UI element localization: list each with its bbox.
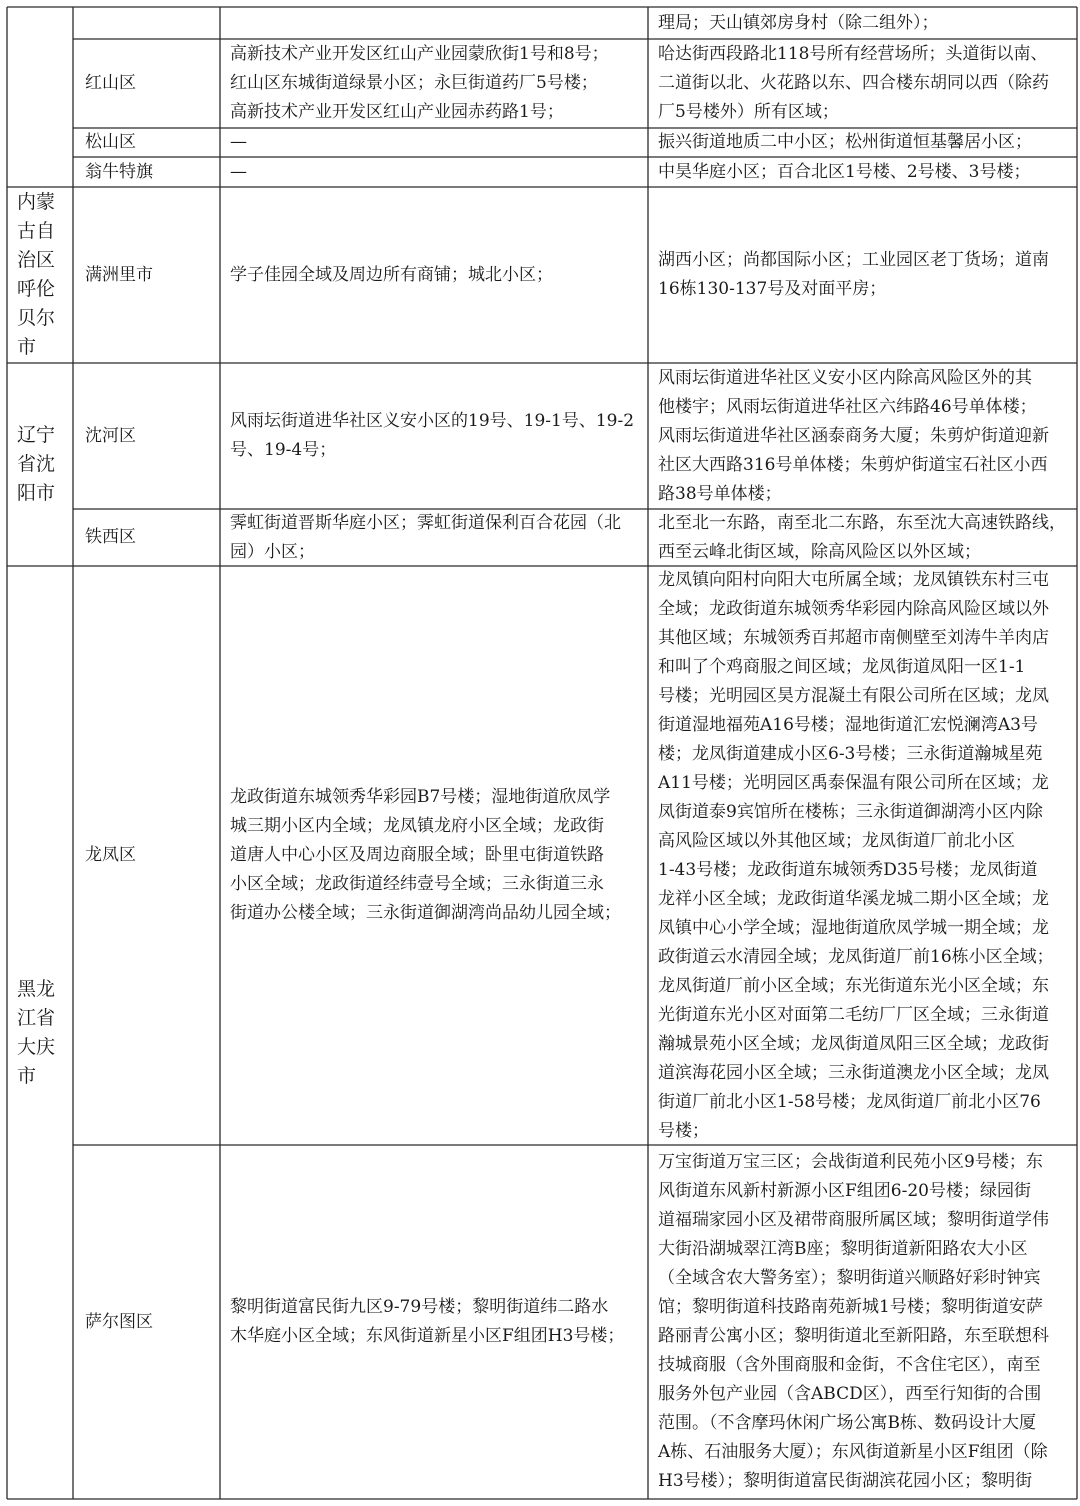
mid-cell bbox=[648, 39, 1077, 128]
district-cell bbox=[73, 128, 220, 157]
mid-text-line: 街道厂前北小区1-58号楼；龙凤街道厂前北小区76 bbox=[658, 1092, 1041, 1112]
prov-text-line: 内蒙 bbox=[17, 191, 56, 213]
mid-text-line: 楼；龙凤街道建成小区6-3号楼；三永街道瀚城星苑 bbox=[658, 744, 1043, 764]
district-text-line: 翁牛特旗 bbox=[85, 162, 153, 182]
prov-text-line: 省沈 bbox=[17, 453, 56, 475]
mid-text-line: 凤镇中心小学全域；湿地街道欣凤学城一期全域；龙 bbox=[658, 918, 1049, 938]
high-text-line: 木华庭小区全域；东风街道新星小区F组团H3号楼； bbox=[230, 1326, 625, 1346]
mid-cell bbox=[648, 363, 1077, 509]
mid-text-line: 风雨坛街道进华社区涵泰商务大厦；朱剪炉街道迎新 bbox=[658, 426, 1049, 446]
high-cell bbox=[220, 157, 648, 187]
prov-text-line: 贝尔 bbox=[17, 307, 56, 329]
mid-text-line: 理局；天山镇郊房身村（除二组外）； bbox=[658, 13, 939, 33]
prov-cell bbox=[7, 187, 73, 363]
high-text-line: 龙政街道东城领秀华彩园B7号楼；湿地街道欣凤学 bbox=[230, 787, 611, 807]
mid-text-line: 龙祥小区全域；龙政街道华溪龙城二期小区全域；龙 bbox=[658, 889, 1049, 909]
prov-text-line: 大庆 bbox=[17, 1036, 56, 1058]
prov-text-line: 江省 bbox=[17, 1007, 56, 1029]
mid-text-line: 风街道东风新村新源小区F组团6-20号楼；绿园街 bbox=[658, 1181, 1031, 1201]
mid-cell bbox=[648, 7, 1077, 39]
mid-text-line: 北至北一东路，南至北二东路，东至沈大高速铁路线， bbox=[658, 513, 1066, 533]
high-text-line: 号、19-4号； bbox=[230, 440, 337, 460]
mid-text-line: 光街道东光小区对面第二毛纺厂厂区全域；三永街道 bbox=[658, 1005, 1049, 1025]
high-cell bbox=[220, 509, 648, 566]
prov-text-line: 阳市 bbox=[17, 482, 56, 504]
mid-text-line: 其他区域；东城领秀百邦超市南侧壁至刘涛牛羊肉店 bbox=[658, 628, 1049, 648]
mid-text-line: 道滨海花园小区全域；三永街道澳龙小区全域；龙凤 bbox=[658, 1063, 1049, 1083]
district-cell bbox=[73, 566, 220, 1145]
mid-text-line: A栋、石油服务大厦）；东风街道新星小区F组团（除 bbox=[658, 1442, 1048, 1462]
mid-cell bbox=[648, 187, 1077, 363]
mid-text-line: 大街沿湖城翠江湾B座；黎明街道新阳路农大小区 bbox=[658, 1239, 1028, 1259]
prov-cell bbox=[7, 566, 73, 1499]
high-cell bbox=[220, 187, 648, 363]
mid-text-line: 路丽青公寓小区；黎明街道北至新阳路，东至联想科 bbox=[658, 1326, 1049, 1346]
mid-text-line: 瀚城景苑小区全域；龙凤街道凤阳三区全域；龙政街 bbox=[658, 1034, 1049, 1054]
mid-text-line: （全域含农大警务室）；黎明街道兴顺路好彩时钟宾 bbox=[658, 1268, 1041, 1288]
mid-text-line: 凤街道泰9宾馆所在楼栋；三永街道御湖湾小区内除 bbox=[658, 802, 1043, 822]
mid-text-line: 服务外包产业园（含ABCD区），西至行知街的合围 bbox=[658, 1384, 1042, 1404]
district-text-line: 铁西区 bbox=[85, 527, 136, 547]
mid-text-line: 西至云峰北街区域，除高风险区以外区域； bbox=[658, 542, 981, 562]
district-cell bbox=[73, 1145, 220, 1499]
mid-text-line: 厂5号楼外）所有区域； bbox=[658, 102, 839, 122]
mid-text-line: 社区大西路316号单体楼；朱剪炉街道宝石社区小西 bbox=[658, 455, 1048, 475]
prov-text-line: 呼伦 bbox=[17, 278, 56, 300]
high-cell bbox=[220, 566, 648, 1145]
mid-text-line: 风雨坛街道进华社区义安小区内除高风险区外的其 bbox=[658, 368, 1032, 388]
mid-text-line: 高风险区域以外其他区域；龙凤街道厂前北小区 bbox=[658, 831, 1015, 851]
mid-text-line: 哈达街西段路北118号所有经营场所；头道街以南、 bbox=[658, 44, 1048, 64]
high-text-line: 风雨坛街道进华社区义安小区的19号、19-1号、19-2 bbox=[230, 411, 635, 431]
mid-text-line: 16栋130-137号及对面平房； bbox=[658, 279, 887, 299]
district-cell bbox=[73, 39, 220, 128]
mid-cell bbox=[648, 1145, 1077, 1499]
high-text-line: 高新技术产业开发区红山产业园蒙欣街1号和8号； bbox=[230, 44, 609, 64]
high-text-line: 小区全域；龙政街道经纬壹号全域；三永街道三永 bbox=[230, 874, 604, 894]
mid-text-line: 馆；黎明街道科技路南苑新城1号楼；黎明街道安萨 bbox=[658, 1297, 1043, 1317]
district-cell bbox=[73, 187, 220, 363]
mid-text-line: 号楼；光明园区昊方混凝土有限公司所在区域；龙凤 bbox=[658, 686, 1049, 706]
mid-text-line: H3号楼）；黎明街道富民街湖滨花园小区；黎明街 bbox=[658, 1471, 1033, 1491]
mid-text-line: 路38号单体楼； bbox=[658, 484, 782, 504]
mid-text-line: 号楼； bbox=[658, 1121, 709, 1141]
district-cell bbox=[73, 363, 220, 509]
prov-text-line: 市 bbox=[17, 336, 37, 358]
high-text-line: 城三期小区内全域；龙凤镇龙府小区全域；龙政街 bbox=[230, 816, 604, 836]
district-cell bbox=[73, 509, 220, 566]
high-text-line: — bbox=[230, 162, 247, 182]
mid-cell bbox=[648, 566, 1077, 1145]
high-text-line: 高新技术产业开发区红山产业园赤药路1号； bbox=[230, 102, 564, 122]
prov-cell bbox=[7, 363, 73, 566]
district-text-line: 满洲里市 bbox=[85, 265, 153, 285]
prov-cell bbox=[7, 7, 73, 187]
high-cell bbox=[220, 1145, 648, 1499]
district-cell bbox=[73, 7, 220, 39]
mid-text-line: 万宝街道万宝三区；会战街道利民苑小区9号楼；东 bbox=[658, 1152, 1043, 1172]
high-text-line: 学子佳园全域及周边所有商铺；城北小区； bbox=[230, 265, 553, 285]
prov-text-line: 辽宁 bbox=[17, 424, 56, 446]
prov-text-line: 黑龙 bbox=[17, 978, 56, 1000]
high-text-line: 道唐人中心小区及周边商服全域；卧里屯街道铁路 bbox=[230, 845, 604, 865]
mid-cell bbox=[648, 157, 1077, 187]
high-text-line: 红山区东城街道绿景小区；永巨街道药厂5号楼； bbox=[230, 73, 598, 93]
high-text-line: 街道办公楼全域；三永街道御湖湾尚品幼儿园全域； bbox=[230, 903, 621, 923]
mid-text-line: 他楼宇；风雨坛街道进华社区六纬路46号单体楼； bbox=[658, 397, 1037, 417]
high-cell bbox=[220, 7, 648, 39]
mid-text-line: 湖西小区；尚都国际小区；工业园区老丁货场；道南 bbox=[658, 250, 1049, 270]
mid-text-line: 道福瑞家园小区及裙带商服所属区域；黎明街道学伟 bbox=[658, 1210, 1049, 1230]
district-text-line: 红山区 bbox=[85, 73, 136, 93]
mid-text-line: 龙凤镇向阳村向阳大屯所属全域；龙凤镇铁东村三屯 bbox=[658, 570, 1049, 590]
district-cell bbox=[73, 157, 220, 187]
high-cell bbox=[220, 39, 648, 128]
mid-cell bbox=[648, 128, 1077, 157]
mid-text-line: 和叫了个鸡商服之间区域；龙凤街道凤阳一区1-1 bbox=[658, 657, 1026, 677]
high-cell bbox=[220, 128, 648, 157]
mid-text-line: 二道街以北、火花路以东、四合楼东胡同以西（除药 bbox=[658, 73, 1049, 93]
prov-text-line: 古自 bbox=[17, 220, 56, 242]
mid-cell bbox=[648, 509, 1077, 566]
district-text-line: 沈河区 bbox=[85, 426, 136, 446]
high-text-line: 黎明街道富民街九区9-79号楼；黎明街道纬二路水 bbox=[230, 1297, 609, 1317]
district-text-line: 松山区 bbox=[85, 132, 136, 152]
high-text-line: 园）小区； bbox=[230, 542, 315, 562]
mid-text-line: 中昊华庭小区；百合北区1号楼、2号楼、3号楼； bbox=[658, 162, 1031, 182]
mid-text-line: 政街道云水清园全域；龙凤街道厂前16栋小区全域； bbox=[658, 947, 1054, 967]
mid-text-line: A11号楼；光明园区禹泰保温有限公司所在区域；龙 bbox=[658, 773, 1049, 793]
mid-text-line: 振兴街道地质二中小区；松州街道恒基馨居小区； bbox=[658, 132, 1032, 152]
mid-text-line: 技城商服（含外围商服和金街，不含住宅区），南至 bbox=[658, 1355, 1041, 1375]
high-text-line: 霁虹街道晋斯华庭小区；霁虹街道保利百合花园（北 bbox=[230, 513, 621, 533]
high-cell bbox=[220, 363, 648, 509]
mid-text-line: 范围。（不含摩玛休闲广场公寓B栋、数码设计大厦 bbox=[658, 1413, 1036, 1433]
mid-text-line: 街道湿地福苑A16号楼；湿地街道汇宏悦澜湾A3号 bbox=[658, 715, 1039, 735]
district-text-line: 龙凤区 bbox=[85, 845, 136, 865]
prov-text-line: 市 bbox=[17, 1065, 37, 1087]
prov-text-line: 治区 bbox=[17, 249, 56, 271]
mid-text-line: 1-43号楼；龙政街道东城领秀D35号楼；龙凤街道 bbox=[658, 860, 1038, 880]
mid-text-line: 全域；龙政街道东城领秀华彩园内除高风险区域以外 bbox=[658, 599, 1049, 619]
district-text-line: 萨尔图区 bbox=[85, 1312, 153, 1332]
mid-text-line: 龙凤街道厂前小区全域；东光街道东光小区全域；东 bbox=[658, 976, 1049, 996]
high-text-line: — bbox=[230, 132, 247, 152]
